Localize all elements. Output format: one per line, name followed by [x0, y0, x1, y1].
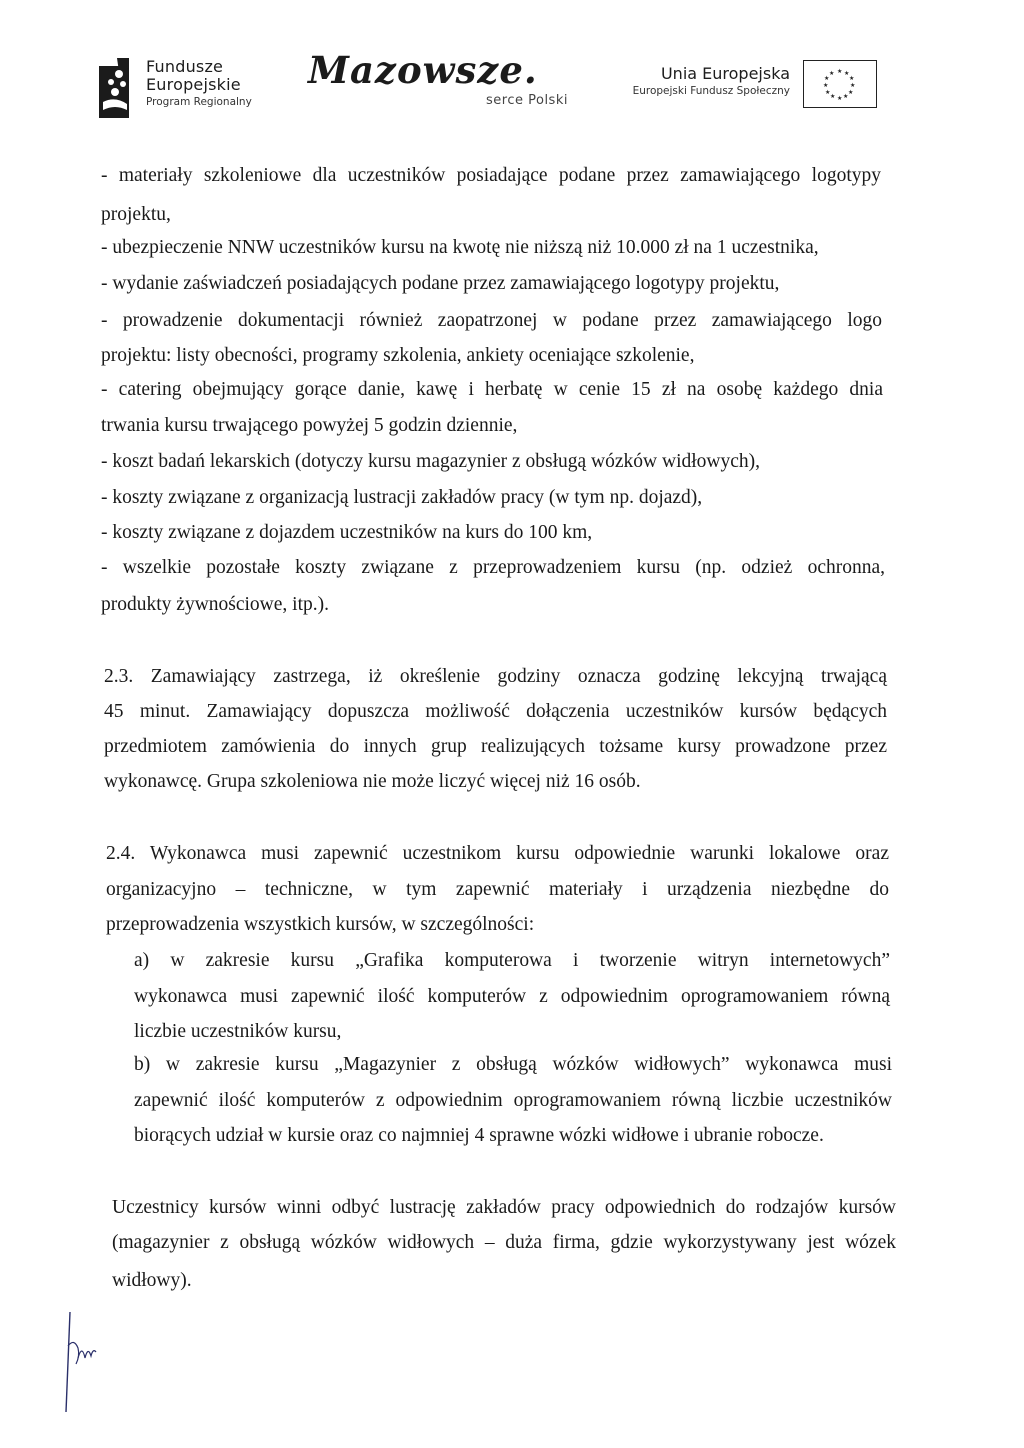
bullet-catering-cont: trwania kursu trwającego powyżej 5 godzin dziennie, — [101, 415, 518, 436]
svg-text:★: ★ — [844, 70, 850, 77]
handwritten-initials — [58, 1308, 108, 1418]
bullet-certificates: - wydanie zaświadczeń posiadających podane przez zamawiającego logotypy projektu, — [101, 273, 780, 294]
page-header — [0, 0, 1024, 130]
item-b-line2: zapewnić ilość komputerów z odpowiednim oprogramowaniem równą liczbie uczestników — [134, 1090, 892, 1111]
para-2-4-line1: 2.4. Wykonawca musi zapewnić uczestnikom kursu odpowiednie warunki lokalowe oraz — [106, 843, 889, 864]
svg-text:★: ★ — [823, 82, 829, 89]
para-2-4-line2: organizacyjno – techniczne, w tym zapewnić materiały i urządzenia niezbędne do — [106, 879, 889, 900]
bullet-other-costs-cont: produkty żywnościowe, itp.). — [101, 594, 330, 615]
item-b-line3: biorących udział w kursie oraz co najmniej 4 sprawne wózki widłowe i ubranie robocze. — [134, 1125, 824, 1146]
svg-text:★: ★ — [829, 70, 835, 77]
bullet-insurance: - ubezpieczenie NNW uczestników kursu na kwotę nie niższą niż 10.000 zł na 1 uczestnika, — [101, 237, 819, 258]
bullet-documentation-cont: projektu: listy obecności, programy szkolenia, ankiety oceniające szkolenie, — [101, 345, 695, 366]
svg-text:★: ★ — [837, 68, 843, 75]
mazowsze-logo — [308, 48, 578, 98]
item-b-line1: b) w zakresie kursu „Magazynier z obsługą wózków widłowych” wykonawca musi — [134, 1054, 892, 1075]
svg-text:★: ★ — [843, 93, 849, 100]
ue-line2: Europejski Fundusz Społeczny — [632, 85, 790, 97]
para-2-3-line2: 45 minut. Zamawiający dopuszcza możliwość dołączenia uczestników kursów będących — [104, 701, 887, 722]
svg-text:★: ★ — [850, 82, 856, 89]
bullet-materials-cont: projektu, — [101, 204, 171, 225]
bullet-medical: - koszt badań lekarskich (dotyczy kursu magazynier z obsługą wózków widłowych), — [101, 451, 761, 472]
para-2-3-line3: przedmiotem zamówienia do innych grup realizujących tożsame kursy prowadzone przez — [104, 736, 887, 757]
bullet-documentation: - prowadzenie dokumentacji również zaopatrzonej w podane przez zamawiającego logo — [101, 310, 882, 331]
participants-para-line2: (magazynier z obsługą wózków widłowych – duża firma, gdzie wykorzystywany jest wózek — [112, 1232, 896, 1253]
mazowsze-word: Mazowsze. — [308, 48, 538, 92]
svg-text:★: ★ — [849, 75, 855, 82]
para-2-3-line1: 2.3. Zamawiający zastrzega, iż określenie godziny oznacza godzinę lekcyjną trwającą — [104, 666, 887, 687]
bullet-catering: - catering obejmujący gorące danie, kawę i herbatę w cenie 15 zł na osobę każdego dnia — [101, 379, 883, 400]
fundusze-europejskie-logo-icon — [97, 58, 133, 120]
svg-text:★: ★ — [848, 89, 854, 96]
item-a-line2: wykonawca musi zapewnić ilość komputerów z odpowiednim oprogramowaniem równą — [134, 986, 890, 1007]
para-2-3-line4: wykonawcę. Grupa szkoleniowa nie może liczyć więcej niż 16 osób. — [104, 771, 641, 792]
bullet-materials: - materiały szkoleniowe dla uczestników posiadające podane przez zamawiającego logotypy — [101, 165, 881, 186]
bullet-lustration: - koszty związane z organizacją lustracji zakładów pracy (w tym np. dojazd), — [101, 487, 703, 508]
fundusze-europejskie-text — [146, 58, 252, 110]
fe-line3: Program Regionalny — [146, 96, 252, 108]
para-2-4-line3: przeprowadzenia wszystkich kursów, w szczególności: — [106, 914, 535, 935]
svg-text:★: ★ — [824, 75, 830, 82]
mazowsze-subtitle: serce Polski — [486, 93, 568, 108]
bullet-transport: - koszty związane z dojazdem uczestników na kurs do 100 km, — [101, 522, 593, 543]
svg-text:★: ★ — [825, 89, 831, 96]
bullet-other-costs: - wszelkie pozostałe koszty związane z przeprowadzeniem kursu (np. odzież ochronna, — [101, 557, 885, 578]
unia-europejska-text — [600, 64, 790, 98]
item-a-line3: liczbie uczestników kursu, — [134, 1021, 342, 1042]
fe-line2: Europejskie — [146, 75, 241, 94]
eu-flag-icon — [803, 60, 877, 108]
svg-text:★: ★ — [830, 93, 836, 100]
item-a-line1: a) w zakresie kursu „Grafika komputerowa i tworzenie witryn internetowych” — [134, 950, 890, 971]
fe-line1: Fundusze — [146, 57, 224, 76]
participants-para-line3: widłowy). — [112, 1270, 192, 1291]
svg-text:★: ★ — [837, 95, 843, 102]
ue-line1: Unia Europejska — [660, 64, 790, 83]
participants-para-line1: Uczestnicy kursów winni odbyć lustrację zakładów pracy odpowiednich do rodzajów kursów — [112, 1197, 896, 1218]
